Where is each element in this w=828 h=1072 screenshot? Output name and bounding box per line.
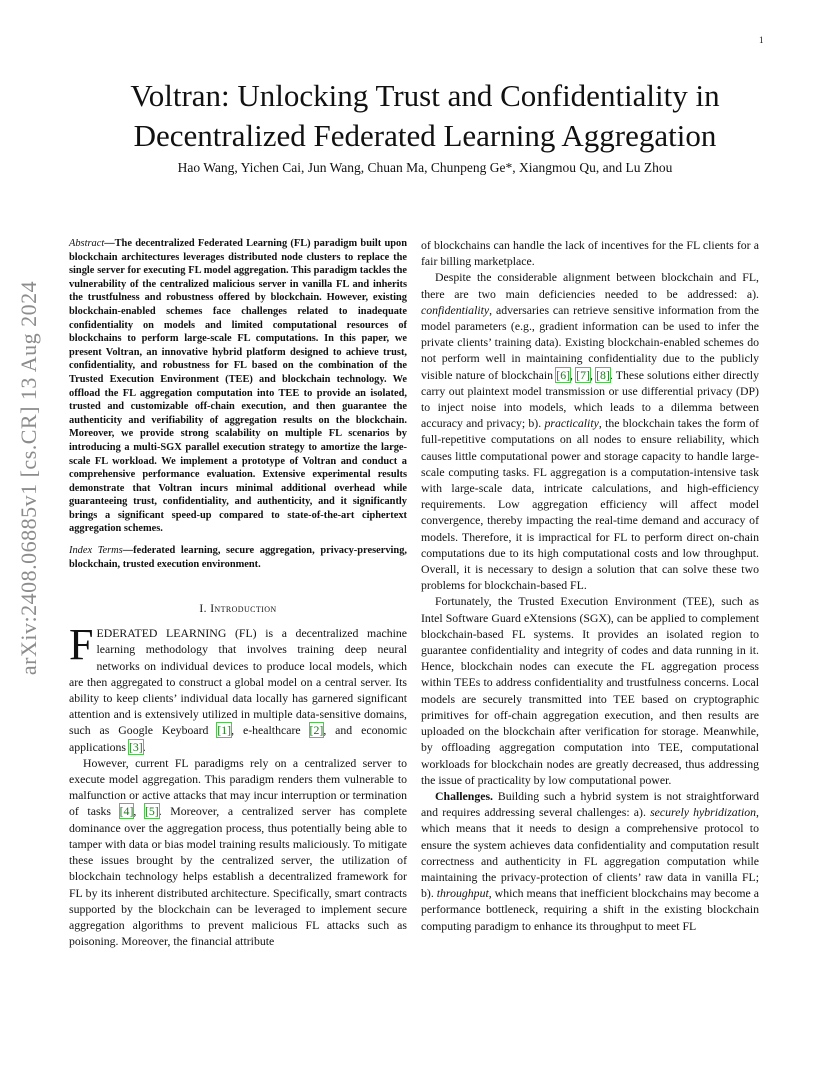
intro-paragraph-2 [69,755,407,949]
paragraph-text: , the blockchain takes the form of full-repetitive computations on all nodes to ensure reliability, which causes little computational power and storage capacity to handle large-scale computing tasks. FL aggregation is a computation-intensive task with large-scale data, intricate calculations, and high-efficiency requirements. Low aggregation efficiency will affect model convergence, thereby impacting the real-time demand and accuracy of models. Therefore, it is impractical for FL to perform direct on-chain computations due to its high computational costs and low throughput. Overall, it is necessary to design a solution that can solve these two problems for blockchain-based FL. [421,416,759,593]
paragraph-text: However, current FL paradigms rely on a centralized server to execute model aggregation. This paradigm renders them vulnerable to malfunction or active attacks that may incur interruption or termination of tasks [69,755,407,819]
paragraph-text: , [133,804,145,819]
right-paragraph-continued: of blockchains can handle the lack of incentives for the FL clients for a fair billing marketplace. [421,238,759,269]
paragraph-text: . These solutions either directly carry out plaintext model transmission or use differential privacy (DP) to inject noise into models, which leads to a dilemma between accuracy and privacy; b). [421,367,759,431]
emphasis-text: securely hybridization [650,805,757,820]
paragraph-text: , which means that it needs to design a comprehensive protocol to ensure the system achieves data confidentiality and computation result correctness and authenticity in FL aggregation computation while maintaining the privacy-protection of clients’ raw data in vanilla FL; b). [421,805,759,901]
citation-link[interactable]: [3] [128,739,143,754]
paragraph-text: Building such a hybrid system is not straightforward and requires addressing several challenges: a). [421,788,759,820]
citation-link[interactable]: [4] [119,804,134,819]
paragraph-text: . Moreover, a centralized server has complete dominance over the aggregation process, thus potentially being able to tamper with data or bias model training results maliciously. To mitigate these issues brought by the centralized server, the utilization of blockchain technology helps establish a decentralized framework for FL by its inherent distributed architecture. Specifically, smart contracts supported by the blockchain can be leveraged to implement secure aggregation algorithms to prevent malicious FL attacks such as poisoning. Moreover, the financial attribute [69,804,408,949]
right-column [421,237,759,934]
right-paragraph-challenges [421,788,759,934]
drop-cap: F [69,620,94,670]
citation-link[interactable]: [1] [217,723,232,738]
abstract-label: Abstract [69,238,105,249]
right-paragraph-tee: Fortunately, the Trusted Execution Environment (TEE), such as Intel Software Guard eXtensions (SGX), can be applied to complement blockchain-based FL systems. It provides an isolated region to guarantee confidentiality and integrity of codes and data running in it. Hence, blockchain nodes can execute the FL aggregation process within TEEs to address confidentiality and trustfulness concerns. Local models are securely transmitted into TEE based on cryptographic primitives for off-chain aggregation execution, and then results are uploaded on the blockchain after verification for storage. Meanwhile, by offloading aggregation computation into TEE, computational workloads for blockchain nodes are greatly decreased, thus addressing the issue of practicality by low computational power. [421,594,759,787]
arxiv-stamp [13,280,45,676]
paragraph-text: , [589,367,597,382]
index-terms-label: Index Terms [69,545,123,557]
paragraph-text: , adversaries can retrieve sensitive information from the model parameters (e.g., gradient information can be used to infer the private clients’ training data). Existing blockchain-enabled schemes do not perform well in maintaining confidentiality due to the publicly visible nature of blockchain [421,302,759,382]
paragraph-text: , [570,367,577,382]
title-line-1: Voltran: Unlocking Trust and Confidentiality in [130,78,720,113]
index-terms [69,544,407,571]
emphasis-text: confidentiality [421,302,490,317]
page-number: 1 [759,35,764,45]
section-title: Introduction [210,603,277,616]
abstract-text: —The decentralized Federated Learning (FL) paradigm built upon blockchain architectures leverages distributed node clusters to replace the single server for executing FL model aggregation. This paradigm tackles the vulnerability of the centralized malicious server in vanilla FL and inherits the trustfulness and robustness offered by blockchain. However, existing blockchain-enabled schemes face challenges related to inadequate confidentiality on models and limited computational resources of blockchains to perform large-scale FL computations. In this paper, we present Voltran, an innovative hybrid platform designed to achieve trust, confidentiality, and robustness for FL based on the combination of the Trusted Execution Environment (TEE) and blockchain technology. We offload the FL aggregation computation into TEE to provide an isolated, trusted and customizable off-chain execution, and then guarantee the authenticity and verifiability of aggregation results on the blockchain. Moreover, we provide strong scalability on multiple FL scenarios by introducing a multi-SGX parallel execution strategy to amortize the large-scale FL workload. We implement a prototype of Voltran and conduct a comprehensive performance evaluation. Extensive experimental results demonstrate that Voltran incurs minimal additional overhead while guaranteeing trust, confidentiality, and authenticity, and it significantly brings a significant speed-up compared to state-of-the-art ciphertext aggregation schemes. [69,238,407,535]
section-numeral: I. [199,603,211,616]
arxiv-identifier: arXiv:2408.06885v1 [cs.CR] 13 Aug 2024 [16,280,42,676]
paragraph-text: , and economic applications [69,723,407,754]
intro-paragraph-1 [69,620,407,755]
paragraph-text: Despite the considerable alignment between blockchain and FL, there are two main deficiencies needed to be addressed: a). [421,270,759,301]
paragraph-text: , which means that inefficient blockchains may become a performance bottleneck, requiring a shift in the existing blockchain computing paradigm to enhance its throughput to meet FL [421,886,759,933]
paragraph-text: . [142,739,146,754]
emphasis-text: practicality [544,416,599,431]
section-heading-introduction [69,603,407,615]
citation-link[interactable]: [2] [309,723,324,738]
right-paragraph-deficiencies [421,269,759,593]
paper-title [60,76,790,156]
abstract [69,237,407,536]
author-list: Hao Wang, Yichen Cai, Jun Wang, Chuan Ma, Chunpeng Ge*, Xiangmou Qu, and Lu Zhou [177,160,673,175]
emphasis-text: throughput [436,886,489,901]
index-terms-text: —federated learning, secure aggregation, privacy-preserving, blockchain, trusted execution environment. [69,545,407,570]
citation-link[interactable]: [5] [144,804,159,819]
citation-link[interactable]: [7] [576,367,590,382]
title-line-2: Decentralized Federated Learning Aggregation [133,118,717,153]
left-column [69,237,407,949]
citation-link[interactable]: [6] [556,367,571,382]
paragraph-text: , e-healthcare [231,723,310,738]
paragraph-text: EDERATED LEARNING (FL) is a decentralized machine learning methodology that involves training deep neural networks on individual devices to produce local models, which are then aggregated to construct a global model on a central server. Its ability to keep clients’ individual data locally has garnered significant attention and is extensively utilized in multiple data-sensitive domains, such as Google Keyboard [69,626,407,738]
challenges-label: Challenges. [435,788,494,803]
citation-link[interactable]: [8] [596,367,610,382]
